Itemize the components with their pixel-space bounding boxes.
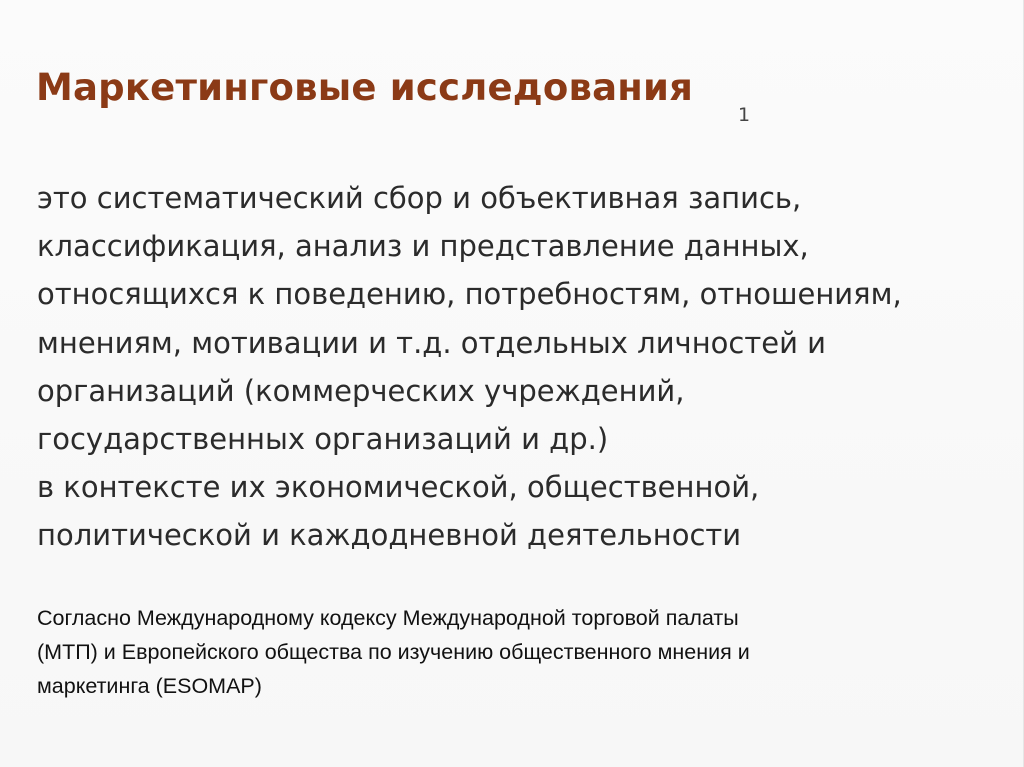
definition-line: мнениям, мотивации и т.д. отдельных личностей и (37, 325, 826, 360)
definition-line: в контексте их экономической, общественной, (37, 470, 760, 505)
definition-line: организаций (коммерческих учреждений, (37, 373, 685, 408)
definition-line: государственных организаций и др.) (37, 422, 609, 457)
citation-line: (МТП) и Европейского общества по изучению общественного мнения и (37, 640, 750, 664)
footnote-marker: 1 (738, 104, 751, 126)
definition-line: относящихся к поведению, потребностям, отношениям, (37, 277, 902, 312)
slide-title: Маркетинговые исследования (36, 66, 694, 109)
definition-line: это систематический сбор и объективная запись, (37, 181, 802, 215)
definition-line: классификация, анализ и представление данных, (37, 229, 809, 264)
definition-line: политической и каждодневной деятельности (37, 518, 742, 553)
source-citation (37, 601, 750, 703)
definition-text (37, 174, 1017, 560)
citation-line: Согласно Международному кодексу Международной торговой палаты (37, 606, 739, 630)
citation-line: маркетинга (ESOMAP) (37, 674, 262, 698)
